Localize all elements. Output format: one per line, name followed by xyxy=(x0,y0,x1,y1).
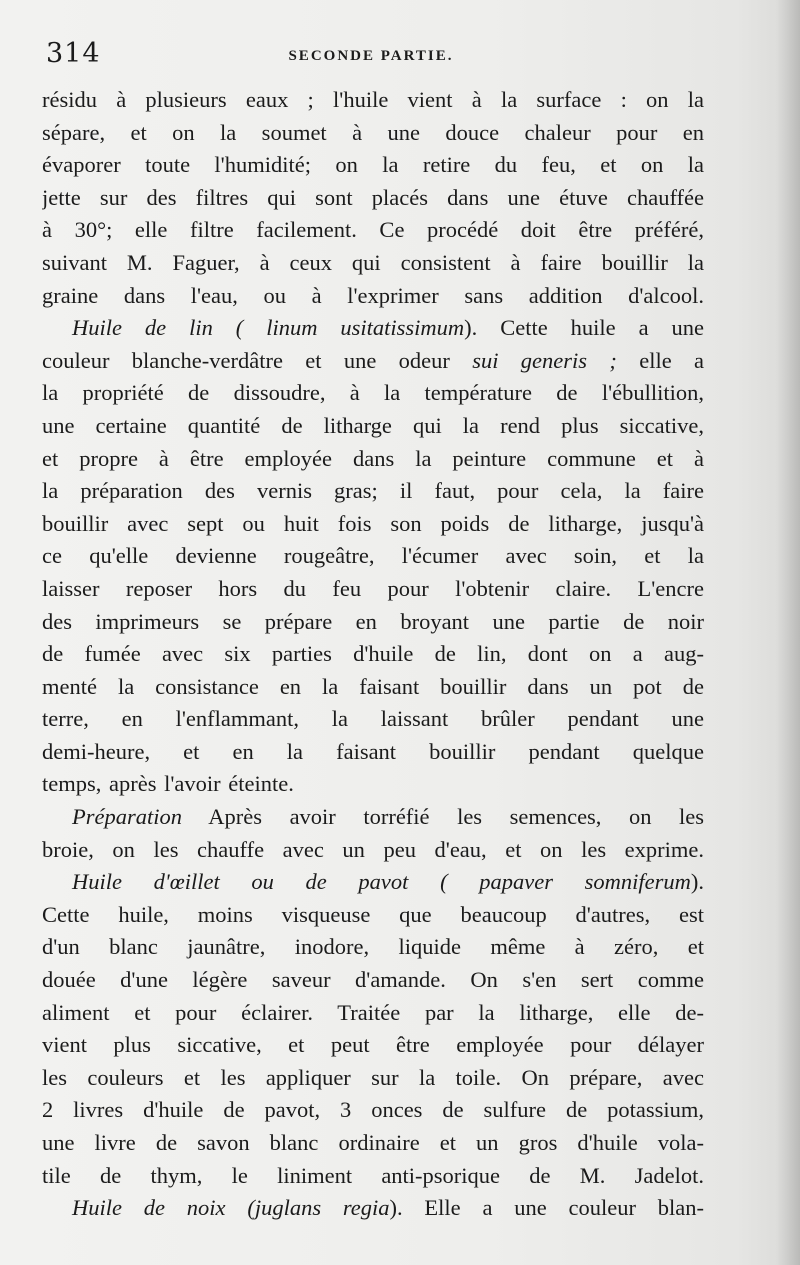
page-edge-shadow xyxy=(776,0,800,1265)
text-line: d'un blanc jaunâtre, inodore, liquide même à zéro, et xyxy=(42,934,704,960)
text-body xyxy=(42,84,704,1225)
text-line-heading-noix: Huile de noix (juglans regia). Elle a une couleur blan- xyxy=(72,1195,704,1221)
text-line: menté la consistance en la faisant bouillir dans un pot de xyxy=(42,673,704,699)
text-line: laisser reposer hors du feu pour l'obtenir claire. L'encre xyxy=(42,575,704,601)
text-line: évaporer toute l'humidité; on la retire du feu, et on la xyxy=(42,152,704,178)
italic-run: Préparation xyxy=(72,804,182,830)
italic-run: Huile d'œillet ou de pavot ( papaver somniferum xyxy=(72,869,691,895)
text-line: la préparation des vernis gras; il faut, pour cela, la faire xyxy=(42,478,704,504)
text-line: aliment et pour éclairer. Traitée par la litharge, elle de- xyxy=(42,999,704,1025)
text-line: suivant M. Faguer, à ceux qui consistent à faire bouillir la xyxy=(42,249,704,275)
italic-run: Huile de lin ( linum usitatissimum xyxy=(72,315,465,341)
text-line: résidu à plusieurs eaux ; l'huile vient à la surface : on la xyxy=(42,87,704,112)
text-line: jette sur des filtres qui sont placés dans une étuve chauffée xyxy=(42,184,704,210)
text-line-heading-oeillet: Huile d'œillet ou de pavot ( papaver somniferum). xyxy=(72,869,704,895)
text-line: une certaine quantité de litharge qui la rend plus siccative, xyxy=(42,412,704,438)
text-line: ce qu'elle devienne rougeâtre, l'écumer avec soin, et la xyxy=(42,543,704,569)
text-line: la propriété de dissoudre, à la température de l'ébullition, xyxy=(42,380,704,406)
text-line: vient plus siccative, et peut être employée pour délayer xyxy=(42,1032,704,1058)
text-line-heading-preparation: Préparation Après avoir torréfié les semences, on les xyxy=(72,804,704,830)
page-number: 314 xyxy=(46,38,101,69)
text-line: une livre de savon blanc ordinaire et un gros d'huile vola- xyxy=(42,1130,704,1155)
text-line-heading-lin: Huile de lin ( linum usitatissimum). Cette huile a une xyxy=(72,315,704,341)
text-line: 2 livres d'huile de pavot, 3 onces de sulfure de potassium, xyxy=(42,1097,704,1123)
running-head: SECONDE PARTIE. xyxy=(288,48,454,64)
text-line: bouillir avec sept ou huit fois son poids de litharge, jusqu'à xyxy=(42,510,704,536)
text-line: des imprimeurs se prépare en broyant une partie de noir xyxy=(42,608,704,634)
text-line: broie, on les chauffe avec un peu d'eau, et on les exprime. xyxy=(42,836,704,862)
text-line: sépare, et on la soumet à une douce chaleur pour en xyxy=(42,119,704,145)
page-header xyxy=(46,38,696,72)
text-line: et propre à être employée dans la peinture commune et à xyxy=(42,445,704,471)
italic-run: Huile de noix (juglans regia xyxy=(72,1195,390,1221)
text-line: temps, après l'avoir éteinte. xyxy=(42,771,294,797)
text-line: douée d'une légère saveur d'amande. On s'en sert comme xyxy=(42,967,704,993)
text-line: Cette huile, moins visqueuse que beaucoup d'autres, est xyxy=(42,901,704,927)
text-line: tile de thym, le liniment anti-psorique de M. Jadelot. xyxy=(42,1162,704,1188)
italic-run: sui generis ; xyxy=(472,347,617,373)
text-line: terre, en l'enflammant, la laissant brûler pendant une xyxy=(42,706,704,732)
text-line: les couleurs et les appliquer sur la toile. On prépare, avec xyxy=(42,1064,704,1090)
text-line: de fumée avec six parties d'huile de lin, dont on a aug- xyxy=(42,641,704,667)
text-line: à 30°; elle filtre facilement. Ce procédé doit être préféré, xyxy=(42,217,704,243)
text-line: demi-heure, et en la faisant bouillir pendant quelque xyxy=(42,738,704,764)
text-line: graine dans l'eau, ou à l'exprimer sans addition d'alcool. xyxy=(42,282,704,308)
text-line: couleur blanche-verdâtre et une odeur sui generis ; elle a xyxy=(42,347,704,373)
